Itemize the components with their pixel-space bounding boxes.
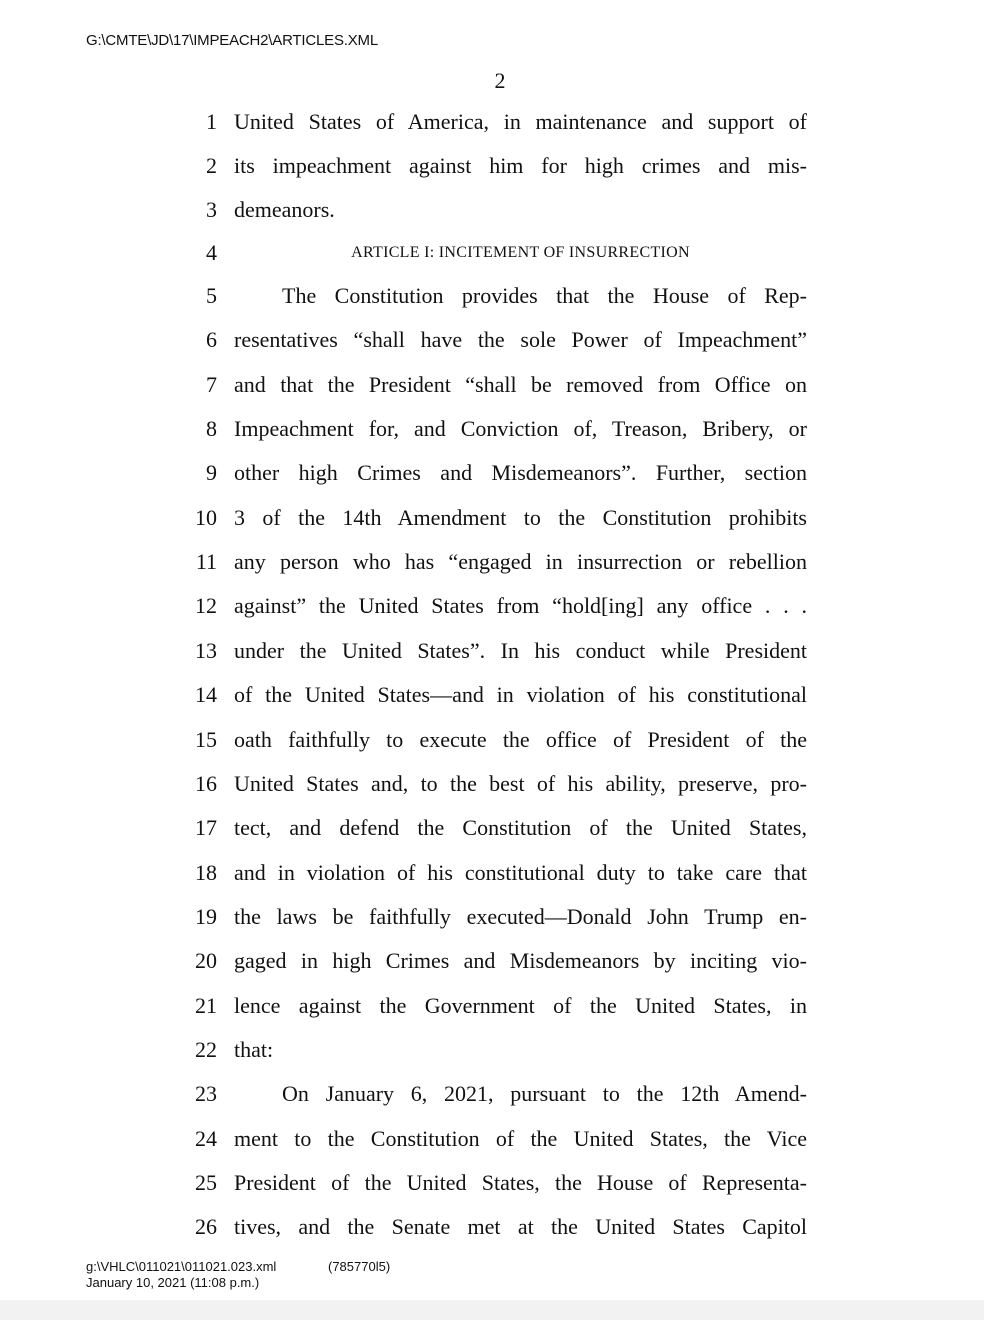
- line-text: President of the United States, the House of Representa-: [234, 1170, 807, 1195]
- line-text: oath faithfully to execute the office of President of the: [234, 727, 807, 752]
- line-number: 9: [206, 460, 217, 485]
- line-number: 24: [195, 1126, 217, 1151]
- line-text: that:: [234, 1037, 274, 1062]
- line-number: 26: [195, 1214, 217, 1239]
- line-number: 2: [206, 153, 217, 178]
- footer-code: (785770l5): [328, 1259, 391, 1274]
- line-text: and in violation of his constitutional duty to take care that: [234, 860, 807, 885]
- line-text: its impeachment against him for high crimes and mis-: [234, 153, 807, 178]
- line-text: of the United States—and in violation of his constitutional: [234, 682, 807, 707]
- line-number: 10: [195, 505, 217, 530]
- line-text: against” the United States from “hold[ing] any office . . .: [234, 593, 807, 618]
- line-number: 22: [195, 1037, 217, 1062]
- line-number: 25: [195, 1170, 217, 1195]
- footer-file-path: g:\VHLC\011021\011021.023.xml: [86, 1259, 277, 1274]
- line-text: resentatives “shall have the sole Power of Impeachment”: [234, 327, 807, 352]
- line-text: 3 of the 14th Amendment to the Constitution prohibits: [234, 505, 807, 530]
- line-number: 19: [195, 904, 217, 929]
- line-text: tect, and defend the Constitution of the United States,: [234, 815, 807, 840]
- page-number: 2: [494, 68, 506, 93]
- line-number: 16: [195, 771, 217, 796]
- line-number: 1: [206, 109, 217, 134]
- line-number: 14: [195, 682, 217, 707]
- line-number: 3: [206, 197, 217, 222]
- line-number: 13: [195, 638, 217, 663]
- line-text: tives, and the Senate met at the United States Capitol: [234, 1214, 807, 1239]
- line-number: 8: [206, 416, 217, 441]
- footer-date: January 10, 2021 (11:08 p.m.): [86, 1275, 260, 1290]
- line-number: 15: [195, 727, 217, 752]
- line-text: and that the President “shall be removed from Office on: [234, 372, 807, 397]
- line-number: 7: [206, 372, 217, 397]
- line-number: 21: [195, 993, 217, 1018]
- line-number: 17: [195, 815, 217, 840]
- line-text: any person who has “engaged in insurrection or rebellion: [234, 549, 807, 574]
- line-text: The Constitution provides that the House of Rep-: [282, 283, 807, 308]
- line-text: demeanors.: [234, 197, 335, 222]
- line-number: 4: [206, 240, 217, 265]
- document-path-header: G:\CMTE\JD\17\IMPEACH2\ARTICLES.XML: [86, 32, 378, 49]
- page-bottom-edge: [0, 1300, 984, 1320]
- line-number: 20: [195, 948, 217, 973]
- line-text: lence against the Government of the United States, in: [234, 993, 807, 1018]
- line-text: other high Crimes and Misdemeanors”. Further, section: [234, 460, 807, 485]
- line-text: gaged in high Crimes and Misdemeanors by inciting vio-: [234, 948, 807, 973]
- line-number: 6: [206, 327, 217, 352]
- line-text: United States and, to the best of his ability, preserve, pro-: [234, 771, 807, 796]
- line-text: under the United States”. In his conduct while President: [234, 638, 807, 663]
- line-text: ment to the Constitution of the United States, the Vice: [234, 1126, 807, 1151]
- line-number: 18: [195, 860, 217, 885]
- line-text: On January 6, 2021, pursuant to the 12th Amend-: [282, 1081, 807, 1106]
- article-heading: ARTICLE I: INCITEMENT OF INSURRECTION: [351, 244, 690, 261]
- line-text: the laws be faithfully executed—Donald John Trump en-: [234, 904, 807, 929]
- document-footer: [86, 1259, 391, 1291]
- line-number: 5: [206, 283, 217, 308]
- line-text: United States of America, in maintenance and support of: [234, 109, 807, 134]
- line-number: 23: [195, 1081, 217, 1106]
- line-number: 11: [195, 549, 217, 574]
- line-number: 12: [195, 593, 217, 618]
- line-text: Impeachment for, and Conviction of, Treason, Bribery, or: [234, 416, 807, 441]
